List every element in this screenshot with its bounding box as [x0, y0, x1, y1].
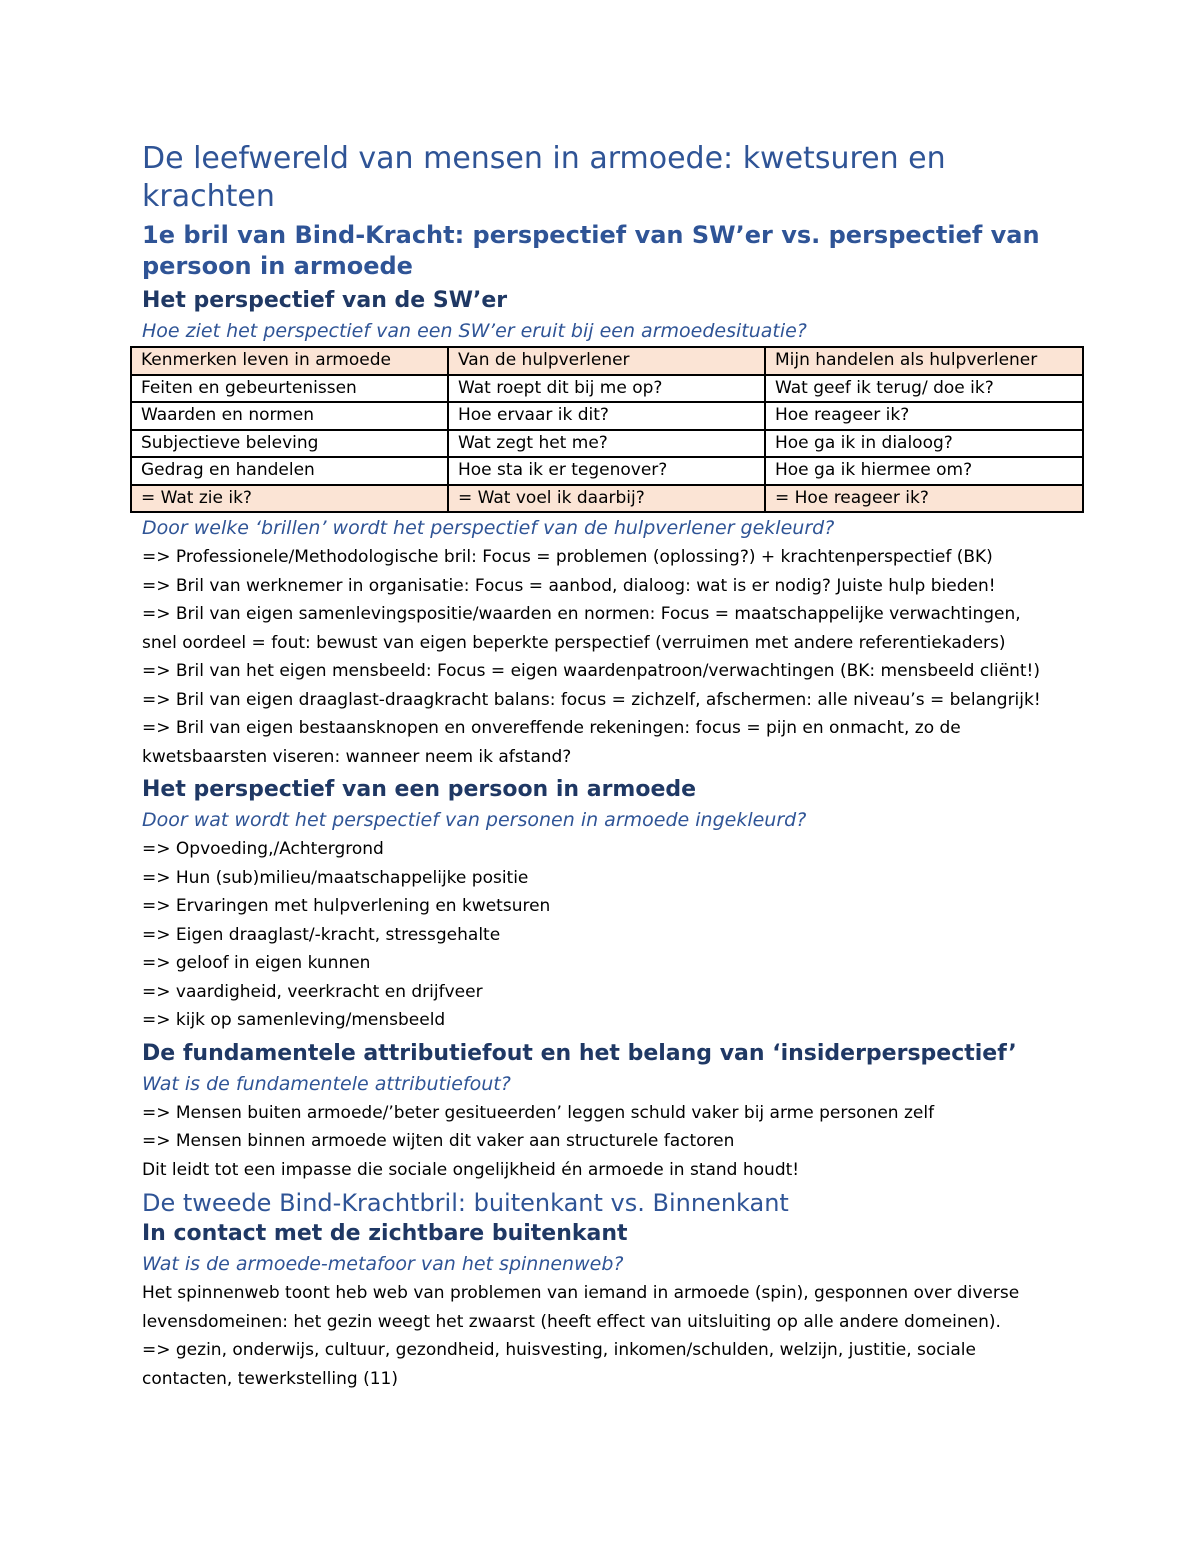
table-cell: Gedrag en handelen: [131, 457, 448, 485]
table-row: [131, 430, 1083, 458]
list-item: => Hun (sub)milieu/maatschappelijke positie: [142, 867, 529, 888]
section2-heading: De tweede Bind-Krachtbril: buitenkant vs. Binnenkant: [142, 1189, 789, 1217]
table-cell: Waarden en normen: [131, 402, 448, 430]
table-cell: Wat roept dit bij me op?: [448, 375, 765, 403]
perspective-table: [130, 346, 1084, 513]
list-item: => Opvoeding,/Achtergrond: [142, 839, 384, 859]
body-line: contacten, tewerkstelling (11): [142, 1368, 398, 1389]
table-cell: = Wat zie ik?: [131, 485, 448, 513]
table-cell: Mijn handelen als hulpverlener: [765, 347, 1083, 375]
table-header-row: [131, 347, 1083, 375]
spiderweb-question: Wat is de armoede-metafoor van het spinnenweb?: [142, 1253, 624, 1275]
table-cell: Hoe ga ik in dialoog?: [765, 430, 1083, 458]
list-item: => geloof in eigen kunnen: [142, 953, 371, 973]
table-summary-row: [131, 485, 1083, 513]
body-line: snel oordeel = fout: bewust van eigen beperkte perspectief (verruimen met andere referentiekaders): [142, 632, 1006, 653]
sw-perspective-question: Hoe ziet het perspectief van een SW’er eruit bij een armoedesituatie?: [142, 320, 807, 342]
list-item: => Ervaringen met hulpverlening en kwetsuren: [142, 896, 551, 916]
attribution-error-question: Wat is de fundamentele attributiefout?: [142, 1072, 511, 1095]
poverty-perspective-question: Door wat wordt het perspectief van personen in armoede ingekleurd?: [142, 809, 807, 831]
table-cell: Kenmerken leven in armoede: [131, 347, 448, 375]
body-line: => Mensen buiten armoede/’beter gesitueerden’ leggen schuld vaker bij arme personen zelf: [142, 1102, 935, 1123]
table-cell: Wat zegt het me?: [448, 430, 765, 458]
table-cell: Wat geef ik terug/ doe ik?: [765, 375, 1083, 403]
body-line: => Bril van eigen bestaansknopen en onvereffende rekeningen: focus = pijn en onmacht, zo de: [142, 718, 961, 738]
list-item: => Eigen draaglast/-kracht, stressgehalte: [142, 924, 501, 945]
body-line: levensdomeinen: het gezin weegt het zwaarst (heeft effect van uitsluiting op alle andere domeinen).: [142, 1311, 1001, 1332]
attribution-error-heading: De fundamentele attributiefout en het belang van ‘insiderperspectief’: [142, 1040, 1017, 1066]
body-line: Het spinnenweb toont heb web van problemen van iemand in armoede (spin), gesponnen over diverse: [142, 1283, 1020, 1303]
table-row: [131, 402, 1083, 430]
table-cell: Hoe reageer ik?: [765, 402, 1083, 430]
section1-heading: 1e bril van Bind-Kracht: perspectief van SW’er vs. perspectief van persoon in armoede: [142, 221, 1040, 280]
body-line: => Professionele/Methodologische bril: Focus = problemen (oplossing?) + krachtenperspectief (BK): [142, 547, 993, 567]
table-cell: Van de hulpverlener: [448, 347, 765, 375]
table-cell: = Hoe reageer ik?: [765, 485, 1083, 513]
sw-perspective-heading: Het perspectief van de SW’er: [142, 288, 508, 313]
table-row: [131, 457, 1083, 485]
table-cell: Hoe ervaar ik dit?: [448, 402, 765, 430]
body-line: => Mensen binnen armoede wijten dit vaker aan structurele factoren: [142, 1131, 735, 1151]
table-row: [131, 375, 1083, 403]
list-item: => kijk op samenleving/mensbeeld: [142, 1010, 446, 1030]
poverty-perspective-heading: Het perspectief van een persoon in armoede: [142, 777, 697, 802]
table-cell: = Wat voel ik daarbij?: [448, 485, 765, 513]
outside-contact-heading: In contact met de zichtbare buitenkant: [142, 1221, 628, 1246]
list-item: => vaardigheid, veerkracht en drijfveer: [142, 981, 483, 1002]
body-line: kwetsbaarsten viseren: wanneer neem ik afstand?: [142, 746, 572, 767]
document-page: [142, 140, 1052, 1393]
body-line: => gezin, onderwijs, cultuur, gezondheid, huisvesting, inkomen/schulden, welzijn, justitie, sociale: [142, 1340, 976, 1360]
body-line: => Bril van eigen samenlevingspositie/waarden en normen: Focus = maatschappelijke verwachtingen,: [142, 604, 1021, 624]
document-title: De leefwereld van mensen in armoede: kwetsuren en krachten: [142, 141, 946, 214]
table-cell: Feiten en gebeurtenissen: [131, 375, 448, 403]
glasses-question: Door welke ‘brillen’ wordt het perspectief van de hulpverlener gekleurd?: [142, 517, 835, 539]
body-line: => Bril van werknemer in organisatie: Focus = aanbod, dialoog: wat is er nodig? Juiste hulp bieden!: [142, 575, 996, 596]
table-cell: Hoe sta ik er tegenover?: [448, 457, 765, 485]
body-line: => Bril van eigen draaglast-draagkracht balans: focus = zichzelf, afschermen: alle niveau’s = belangrijk!: [142, 689, 1041, 710]
table-cell: Subjectieve beleving: [131, 430, 448, 458]
table-cell: Hoe ga ik hiermee om?: [765, 457, 1083, 485]
body-line: => Bril van het eigen mensbeeld: Focus = eigen waardenpatroon/verwachtingen (BK: mensbeeld cliënt!): [142, 661, 1040, 681]
body-line: Dit leidt tot een impasse die sociale ongelijkheid én armoede in stand houdt!: [142, 1159, 800, 1180]
